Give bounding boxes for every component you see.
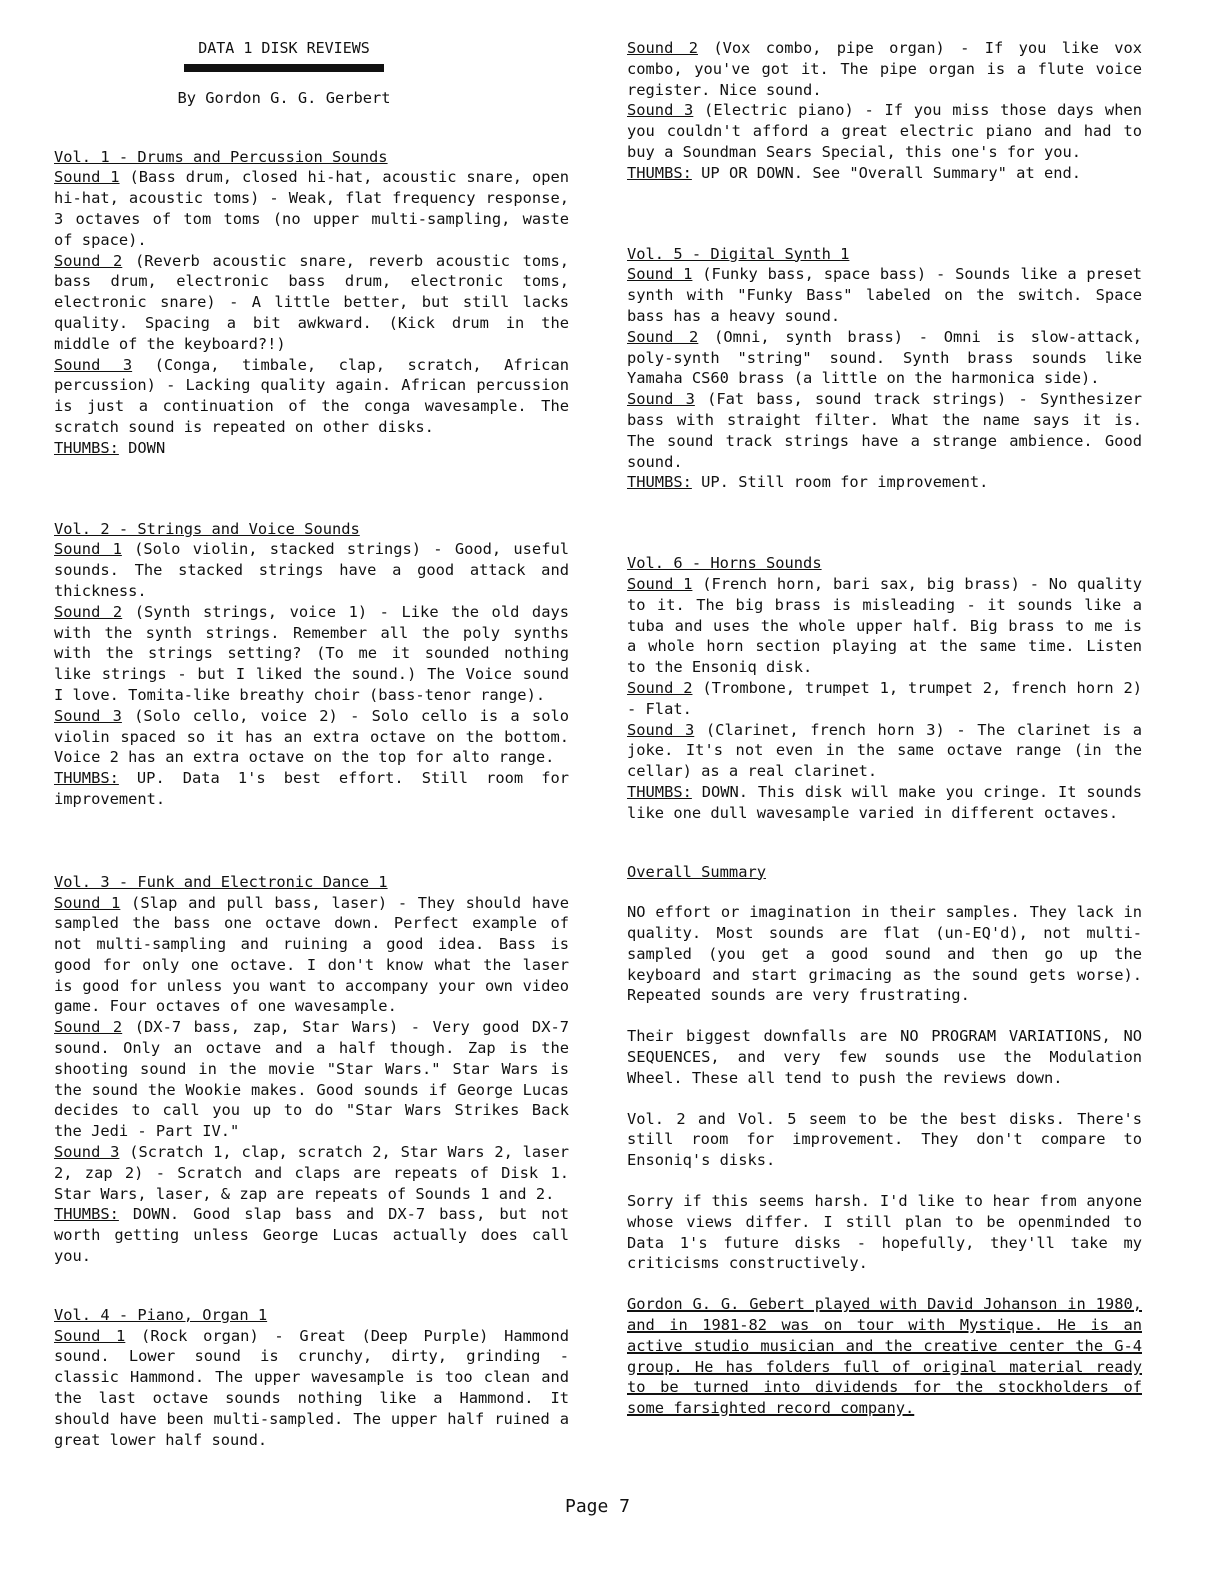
sound-entry: [627, 38, 1142, 100]
thumbs-label: THUMBS:: [54, 438, 119, 457]
summary-paragraph: Sorry if this seems harsh. I'd like to hear from anyone whose views differ. I still plan to be openminded to Data 1's future disks - hopefully, they'll take my criticisms constructively.: [627, 1192, 1142, 1273]
sound-entry: [627, 327, 1142, 389]
byline: By Gordon G. G. Gerbert: [177, 88, 391, 107]
thumbs-label: THUMBS:: [54, 769, 119, 788]
sound-text: (Slap and pull bass, laser) - They should have sampled the bass one octave down. Perfect example of not multi-sampling and ruining a good idea. Bass is good for only one octave. I don't know what the laser is good for unless you want to accompany your own video game. Four octaves of one wavesample.: [54, 893, 569, 1016]
left-column: [54, 38, 569, 1450]
thumbs-label: THUMBS:: [627, 163, 692, 182]
sound-entry: [54, 602, 569, 706]
summary-paragraph: NO effort or imagination in their samples. They lack in quality. Most sounds are flat (un-EQ'd), not multi-sampled (you get a good sound and then go up the keyboard and start grimacing as the sound gets worse). Repeated sounds are very frustrating.: [627, 903, 1142, 1005]
thumbs-text: DOWN: [118, 438, 166, 457]
sound-text: (Fat bass, sound track strings) - Synthesizer bass with straight filter. What the name says it is. The sound track strings have a strange ambience. Good sound.: [627, 390, 1142, 471]
summary-heading: Overall Summary: [627, 862, 766, 881]
thumbs-verdict: [627, 163, 1142, 184]
volume-2: [54, 519, 569, 810]
sound-entry: [54, 706, 569, 768]
sound-entry: [54, 1326, 569, 1451]
sound-text: (DX-7 bass, zap, Star Wars) - Very good DX-7 sound. Only an octave and a half though. Zap is the shooting sound in the movie "Star Wars." Star Wars is the sound the Wookie makes. Good sounds if George Lucas decides to call you up to do "Star Wars Strikes Back the Jedi - Part IV.": [54, 1018, 569, 1141]
sound-label: Sound 3: [54, 1143, 120, 1162]
volume-1: [54, 147, 569, 459]
sound-entry: [54, 355, 569, 438]
thumbs-text: UP OR DOWN. See "Overall Summary" at end.: [691, 163, 1082, 182]
thumbs-verdict: [627, 472, 1142, 493]
sound-entry: [627, 720, 1142, 782]
sound-entry: [54, 1017, 569, 1142]
volume-heading: Vol. 1 - Drums and Percussion Sounds: [54, 147, 388, 166]
volume-3: [54, 872, 569, 1267]
sound-label: Sound 1: [627, 574, 693, 593]
thumbs-label: THUMBS:: [54, 1205, 119, 1224]
sound-text: (Vox combo, pipe organ) - If you like vox combo, you've got it. The pipe organ is a flute voice register. Nice sound.: [627, 39, 1142, 99]
volume-4-continued: [627, 38, 1142, 184]
thumbs-verdict: [54, 438, 569, 459]
sound-label: Sound 3: [54, 706, 122, 725]
sound-label: Sound 3: [627, 101, 694, 120]
sound-text: (Clarinet, french horn 3) - The clarinet is a joke. It's not even in the same octave range (in the cellar) as a real clarinet.: [627, 720, 1143, 781]
sound-label: Sound 2: [627, 39, 698, 57]
sound-label: Sound 1: [54, 893, 121, 912]
thumbs-verdict: [627, 782, 1142, 824]
sound-label: Sound 1: [54, 540, 122, 559]
thumbs-label: THUMBS:: [627, 782, 692, 801]
sound-entry: [627, 574, 1142, 678]
volume-heading: Vol. 3 - Funk and Electronic Dance 1: [54, 872, 388, 891]
sound-text: (Trombone, trumpet 1, trumpet 2, french horn 2) - Flat.: [627, 678, 1142, 718]
sound-label: Sound 2: [627, 678, 693, 697]
sound-text: (Scratch 1, clap, scratch 2, Star Wars 2, laser 2, zap 2) - Scratch and claps are repeats of Disk 1. Star Wars, laser, & zap are repeats of Sounds 1 and 2.: [54, 1143, 569, 1203]
thumbs-text: DOWN. Good slap bass and DX-7 bass, but not worth getting unless George Lucas actually does call you.: [54, 1205, 569, 1266]
volume-5: [627, 244, 1142, 494]
title-underline-bar: [184, 64, 384, 72]
thumbs-verdict: [54, 768, 569, 810]
header: [54, 38, 514, 109]
sound-entry: [54, 167, 569, 250]
sound-text: (Omni, synth brass) - Omni is slow-attack, poly-synth "string" sound. Synth brass sounds like Yamaha CS60 brass (a little on the harmonica side).: [627, 327, 1142, 388]
volume-6: [627, 553, 1142, 823]
volume-heading: Vol. 2 - Strings and Voice Sounds: [54, 519, 360, 538]
thumbs-text: DOWN. This disk will make you cringe. It sounds like one dull wavesample varied in different octaves.: [627, 782, 1142, 822]
page-number: Page 7: [565, 1496, 631, 1517]
author-bio: Gordon G. G. Gebert played with David Johanson in 1980, and in 1981-82 was on tour with Mystique. He is an active studio musician and the creative center the G-4 group. He has folders full of original material ready to be turned into dividends for the stockholders of some farsighted record company.: [627, 1295, 1142, 1418]
summary-paragraph: Their biggest downfalls are NO PROGRAM VARIATIONS, NO SEQUENCES, and very few sounds use the Modulation Wheel. These all tend to push the reviews down.: [627, 1027, 1142, 1087]
right-column: [627, 38, 1142, 1419]
volume-heading: Vol. 5 - Digital Synth 1: [627, 244, 850, 263]
sound-entry: [627, 678, 1142, 720]
sound-entry: [627, 264, 1142, 326]
sound-label: Sound 2: [54, 602, 123, 621]
volume-heading: Vol. 6 - Horns Sounds: [627, 554, 822, 573]
overall-summary: [627, 862, 1142, 1420]
thumbs-text: UP. Still room for improvement.: [691, 473, 989, 492]
sound-text: (Synth strings, voice 1) - Like the old days with the synth strings. Remember all the poly synths with the strings setting? (To me it sounded nothing like strings - but I liked the sound.) The Voice sound I love. Tomita-like breathy choir (bass-tenor range).: [54, 602, 569, 704]
sound-text: (Funky bass, space bass) - Sounds like a preset synth with "Funky Bass" labeled on the switch. Space bass has a heavy sound.: [627, 265, 1142, 325]
sound-entry: [54, 893, 569, 1018]
sound-text: (Solo violin, stacked strings) - Good, useful sounds. The stacked strings have a good attack and thickness.: [54, 540, 569, 600]
sound-text: (Reverb acoustic snare, reverb acoustic toms, bass drum, electronic bass drum, electronic toms, electronic snare) - A little better, but still lacks quality. Spacing a bit awkward. (Kick drum in the middle of the keyboard?!): [54, 251, 569, 353]
sound-label: Sound 3: [54, 355, 133, 374]
sound-text: (French horn, bari sax, big brass) - No quality to it. The big brass is misleading - it sounds like a tuba and uses the whole upper half. Big brass to me is a whole horn section playing at the same time. Listen to the Ensoniq disk.: [627, 574, 1142, 677]
summary-paragraph: Vol. 2 and Vol. 5 seem to be the best disks. There's still room for improvement. They don't compare to Ensoniq's disks.: [627, 1109, 1142, 1170]
sound-text: (Conga, timbale, clap, scratch, African percussion) - Lacking quality again. African percussion is just a continuation of the conga wavesample. The scratch sound is repeated on other disks.: [54, 355, 569, 436]
sound-entry: [54, 251, 569, 355]
sound-text: (Solo cello, voice 2) - Solo cello is a solo violin spaced so it has an extra octave on the bottom. Voice 2 has an extra octave on the top for alto range.: [54, 706, 570, 767]
sound-label: Sound 3: [627, 720, 695, 739]
sound-text: (Bass drum, closed hi-hat, acoustic snare, open hi-hat, acoustic toms) - Weak, flat frequency response, 3 octaves of tom toms (no upper multi-sampling, waste of space).: [54, 168, 570, 249]
sound-label: Sound 2: [54, 251, 123, 270]
volume-heading: Vol. 4 - Piano, Organ 1: [54, 1305, 268, 1324]
sound-label: Sound 2: [54, 1018, 123, 1037]
thumbs-verdict: [54, 1204, 569, 1266]
volume-4: [54, 1305, 569, 1451]
sound-entry: [54, 1142, 569, 1204]
sound-text: (Electric piano) - If you miss those days when you couldn't afford a great electric piano and had to buy a Soundman Sears Special, this one's for you.: [627, 101, 1142, 161]
sound-label: Sound 1: [627, 265, 693, 284]
thumbs-label: THUMBS:: [627, 473, 692, 492]
sound-label: Sound 1: [54, 1326, 126, 1345]
sound-label: Sound 2: [627, 327, 699, 346]
thumbs-text: UP. Data 1's best effort. Still room for improvement.: [54, 769, 569, 808]
sound-text: (Rock organ) - Great (Deep Purple) Hammond sound. Lower sound is crunchy, dirty, grinding - classic Hammond. The upper wavesample is too clean and the last octave sounds nothing like a Hammond. It should have been multi-sampled. The upper half ruined a great lower half sound.: [54, 1326, 569, 1449]
sound-label: Sound 1: [54, 168, 120, 187]
sound-label: Sound 3: [627, 390, 695, 409]
sound-entry: [627, 389, 1142, 472]
article-title: DATA 1 DISK REVIEWS: [198, 39, 370, 57]
sound-entry: [54, 539, 569, 601]
sound-entry: [627, 100, 1142, 162]
